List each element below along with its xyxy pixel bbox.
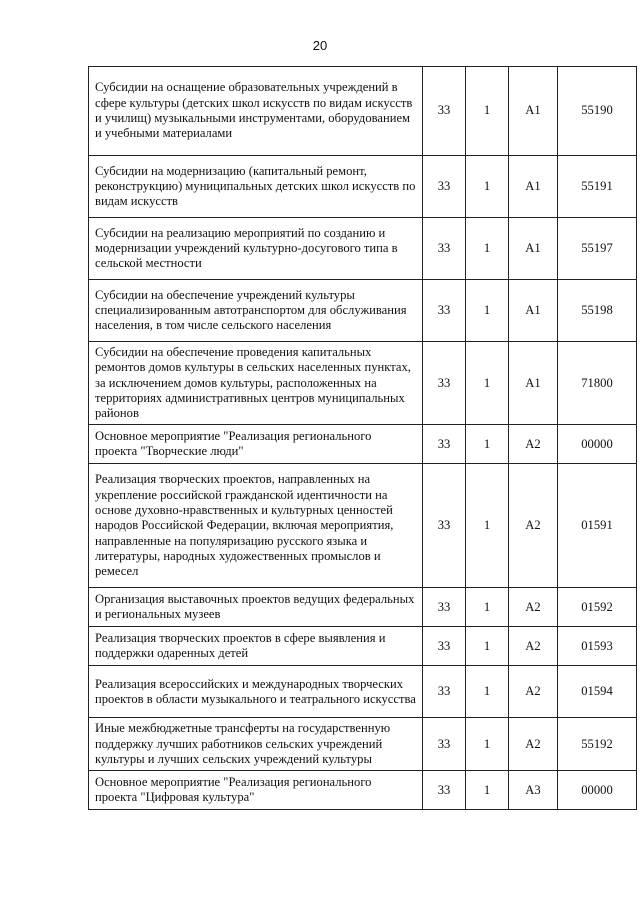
row-name-cell: Иные межбюджетные трансферты на государственную поддержку лучших работников сельских учреждений культуры и лучших сельских учреждений культуры [89,718,423,771]
table-row [89,588,637,627]
table-row [89,67,637,156]
row-code-cell: 33 [423,425,466,464]
row-project-cell: A2 [509,588,558,627]
row-number-cell: 55197 [558,218,637,280]
table-row [89,156,637,218]
table-row [89,627,637,666]
row-subprogram-cell: 1 [466,627,509,666]
row-code-cell: 33 [423,342,466,425]
row-code-cell: 33 [423,280,466,342]
row-name-cell: Субсидии на обеспечение проведения капитальных ремонтов домов культуры в сельских населенных пунктах, за исключением домов культуры, расположенных на территориях административных центров муниципальных районов [89,342,423,425]
row-code-cell: 33 [423,218,466,280]
row-number-cell: 55191 [558,156,637,218]
table-row [89,342,637,425]
row-code-cell: 33 [423,771,466,810]
row-subprogram-cell: 1 [466,425,509,464]
row-number-cell: 01594 [558,666,637,718]
row-name-cell: Организация выставочных проектов ведущих федеральных и региональных музеев [89,588,423,627]
row-name-cell: Реализация творческих проектов, направленных на укрепление российской гражданской идентичности на основе духовно-нравственных и культурных ценностей народов Российской Федерации, включая мероприятия, направленные на популяризацию русского языка и литературы, народных художественных промыслов и ремесел [89,464,423,588]
row-number-cell: 01593 [558,627,637,666]
row-subprogram-cell: 1 [466,464,509,588]
row-name-cell: Субсидии на обеспечение учреждений культуры специализированным автотранспортом для обслуживания населения, в том числе сельского населения [89,280,423,342]
row-project-cell: A2 [509,425,558,464]
row-subprogram-cell: 1 [466,342,509,425]
row-name-cell: Субсидии на реализацию мероприятий по созданию и модернизации учреждений культурно-досугового типа в сельской местности [89,218,423,280]
row-code-cell: 33 [423,627,466,666]
row-code-cell: 33 [423,666,466,718]
row-project-cell: A1 [509,67,558,156]
row-number-cell: 01591 [558,464,637,588]
table-row [89,218,637,280]
row-name-cell: Основное мероприятие "Реализация регионального проекта "Творческие люди" [89,425,423,464]
table-row [89,718,637,771]
page-number: 20 [312,38,328,53]
row-code-cell: 33 [423,156,466,218]
row-subprogram-cell: 1 [466,218,509,280]
row-name-cell: Субсидии на оснащение образовательных учреждений в сфере культуры (детских школ искусств по видам искусств и училищ) музыкальными инструментами, оборудованием и учебными материалами [89,67,423,156]
table-row [89,666,637,718]
row-number-cell: 01592 [558,588,637,627]
row-number-cell: 55198 [558,280,637,342]
row-number-cell: 00000 [558,425,637,464]
row-subprogram-cell: 1 [466,156,509,218]
table-body [89,67,637,810]
row-subprogram-cell: 1 [466,666,509,718]
budget-classification-table [88,66,637,810]
table-row [89,280,637,342]
row-project-cell: A1 [509,342,558,425]
row-code-cell: 33 [423,588,466,627]
row-number-cell: 71800 [558,342,637,425]
row-number-cell: 55190 [558,67,637,156]
table-row [89,425,637,464]
row-code-cell: 33 [423,464,466,588]
row-project-cell: A1 [509,156,558,218]
row-project-cell: A1 [509,280,558,342]
row-project-cell: A2 [509,666,558,718]
row-project-cell: A2 [509,718,558,771]
row-subprogram-cell: 1 [466,588,509,627]
row-number-cell: 00000 [558,771,637,810]
row-project-cell: A1 [509,218,558,280]
table-row [89,464,637,588]
row-number-cell: 55192 [558,718,637,771]
row-subprogram-cell: 1 [466,718,509,771]
row-project-cell: A3 [509,771,558,810]
row-project-cell: A2 [509,627,558,666]
table-row [89,771,637,810]
row-name-cell: Основное мероприятие "Реализация регионального проекта "Цифровая культура" [89,771,423,810]
row-subprogram-cell: 1 [466,771,509,810]
row-subprogram-cell: 1 [466,67,509,156]
row-subprogram-cell: 1 [466,280,509,342]
row-name-cell: Реализация творческих проектов в сфере выявления и поддержки одаренных детей [89,627,423,666]
row-name-cell: Реализация всероссийских и международных творческих проектов в области музыкального и театрального искусства [89,666,423,718]
row-code-cell: 33 [423,67,466,156]
row-project-cell: A2 [509,464,558,588]
row-code-cell: 33 [423,718,466,771]
row-name-cell: Субсидии на модернизацию (капитальный ремонт, реконструкцию) муниципальных детских школ искусств по видам искусств [89,156,423,218]
